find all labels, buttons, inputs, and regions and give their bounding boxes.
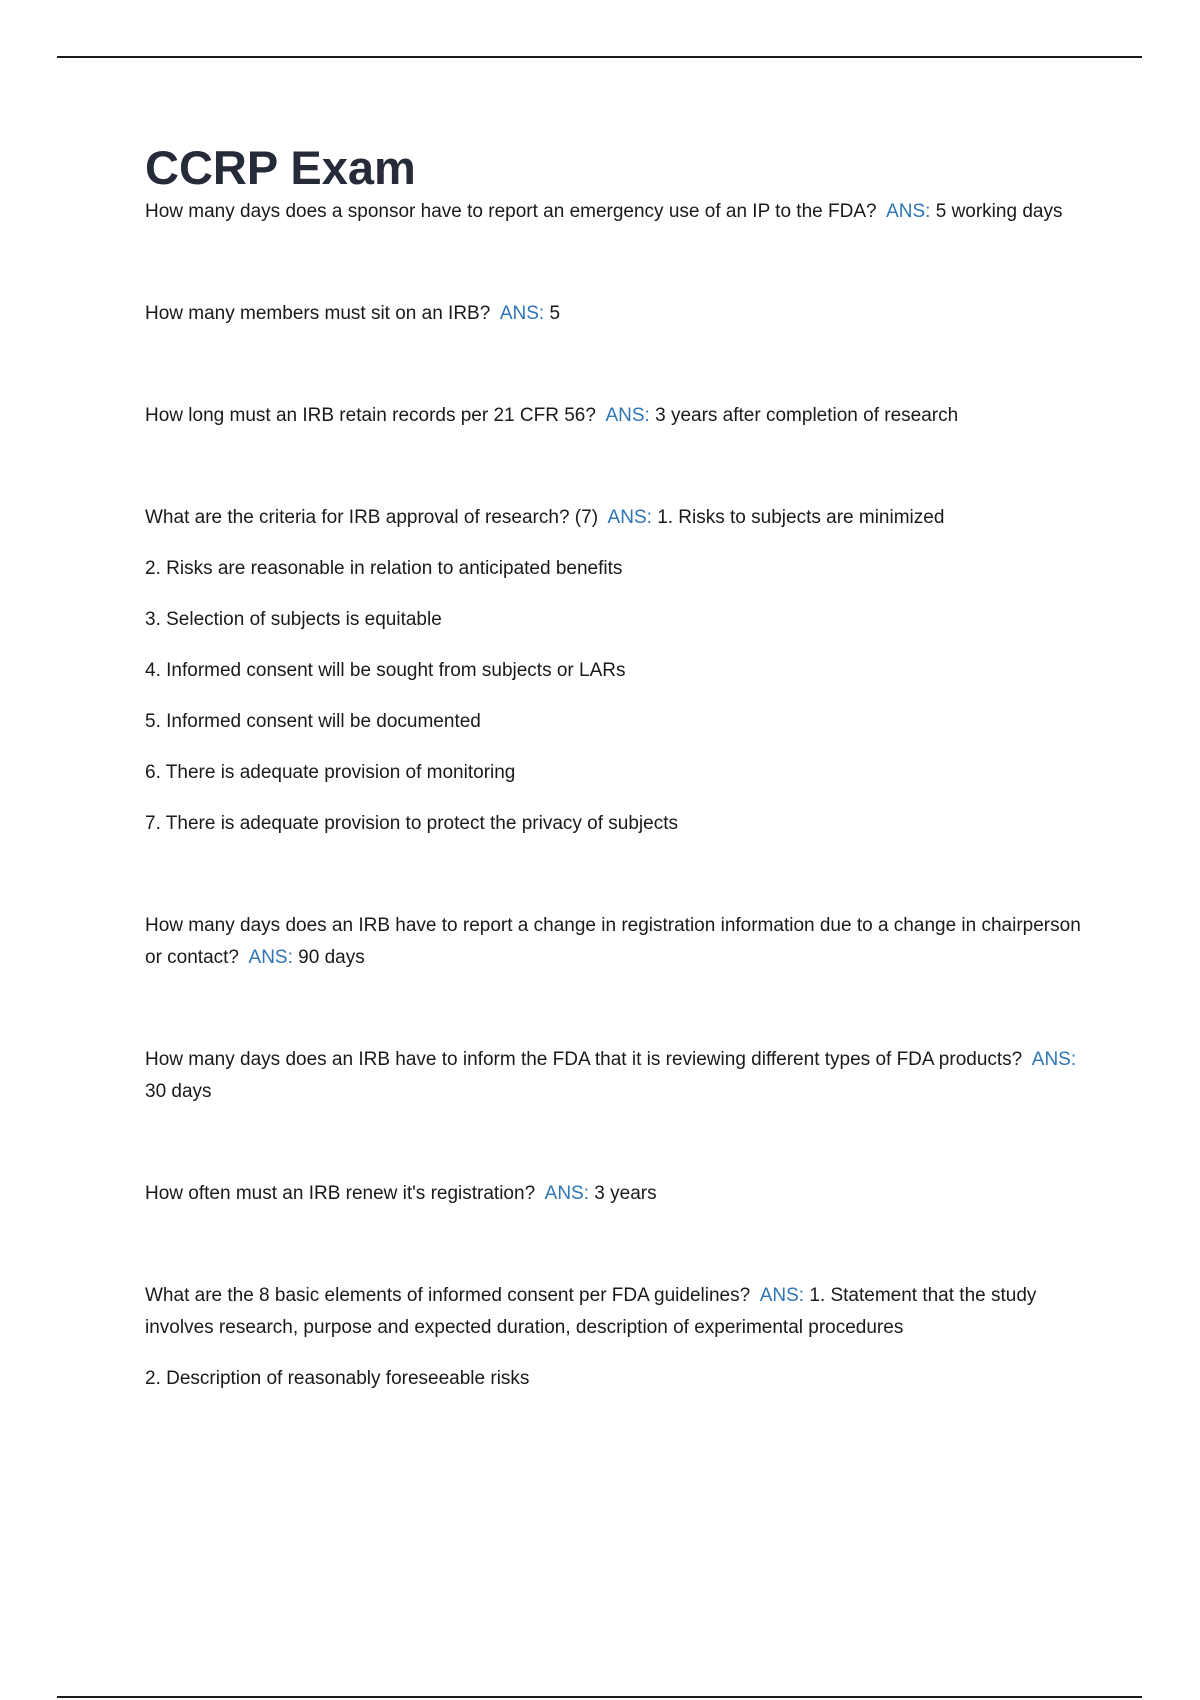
answer-list-item: 2. Risks are reasonable in relation to anticipated benefits bbox=[145, 558, 623, 579]
qa-line bbox=[145, 196, 1090, 228]
question-text: How long must an IRB retain records per 21 CFR 56? bbox=[145, 405, 596, 426]
answer-text: 90 days bbox=[298, 947, 365, 968]
question-text: What are the 8 basic elements of informed consent per FDA guidelines? bbox=[145, 1285, 751, 1306]
answer-text: 1. Risks to subjects are minimized bbox=[657, 507, 945, 528]
qa-line bbox=[145, 298, 1090, 330]
answer-label: ANS: bbox=[607, 507, 652, 528]
question-text: How often must an IRB renew it's registration? bbox=[145, 1183, 536, 1204]
qa-line bbox=[145, 1178, 1090, 1210]
answer-text: 1. Statement that the study involves research, purpose and expected duration, description of experimental procedures bbox=[145, 1285, 1037, 1338]
answer-list-item: 6. There is adequate provision of monitoring bbox=[145, 762, 516, 783]
question-text: What are the criteria for IRB approval of research? (7) bbox=[145, 507, 599, 528]
qa-item bbox=[145, 298, 1090, 330]
answer-label: ANS: bbox=[499, 303, 545, 324]
question-text: How many members must sit on an IRB? bbox=[145, 303, 491, 324]
qa-item bbox=[145, 400, 1090, 432]
qa-item bbox=[145, 1178, 1090, 1210]
answer-label: ANS: bbox=[544, 1183, 590, 1204]
qa-line bbox=[145, 910, 1090, 974]
answer-text: 5 working days bbox=[935, 201, 1063, 222]
qa-line bbox=[145, 1044, 1090, 1108]
answer-text: 3 years bbox=[594, 1183, 657, 1204]
page-title: CCRP Exam bbox=[145, 141, 416, 194]
qa-item bbox=[145, 502, 1090, 840]
answer-label: ANS: bbox=[759, 1285, 805, 1306]
answer-list-item: 5. Informed consent will be documented bbox=[145, 711, 481, 732]
qa-line bbox=[145, 1280, 1090, 1344]
qa-line bbox=[145, 400, 1090, 432]
question-text: How many days does an IRB have to inform the FDA that it is reviewing different types of FDA products? bbox=[145, 1049, 1023, 1070]
answer-label: ANS: bbox=[1031, 1049, 1077, 1070]
qa-item bbox=[145, 196, 1090, 228]
question-text: How many days does an IRB have to report a change in registration information due to a change in chairperson or contact? bbox=[145, 915, 1081, 968]
header-rule bbox=[57, 56, 1142, 58]
answer-text: 30 days bbox=[145, 1081, 212, 1102]
answer-text: 5 bbox=[549, 303, 561, 324]
answer-list-item: 4. Informed consent will be sought from subjects or LARs bbox=[145, 660, 626, 681]
qa-line bbox=[145, 502, 1090, 534]
qa-item bbox=[145, 910, 1090, 974]
answer-list-item: 7. There is adequate provision to protect the privacy of subjects bbox=[145, 813, 679, 834]
answer-label: ANS: bbox=[886, 201, 931, 222]
footer-rule bbox=[57, 1696, 1142, 1698]
qa-item bbox=[145, 1044, 1090, 1108]
answer-list-item: 3. Selection of subjects is equitable bbox=[145, 609, 442, 630]
document-body bbox=[145, 140, 1090, 1465]
answer-list-item: 2. Description of reasonably foreseeable risks bbox=[145, 1368, 530, 1389]
answer-label: ANS: bbox=[248, 947, 293, 968]
answer-text: 3 years after completion of research bbox=[655, 405, 959, 426]
qa-item bbox=[145, 1280, 1090, 1395]
answer-label: ANS: bbox=[605, 405, 650, 426]
question-text: How many days does a sponsor have to report an emergency use of an IP to the FDA? bbox=[145, 201, 877, 222]
